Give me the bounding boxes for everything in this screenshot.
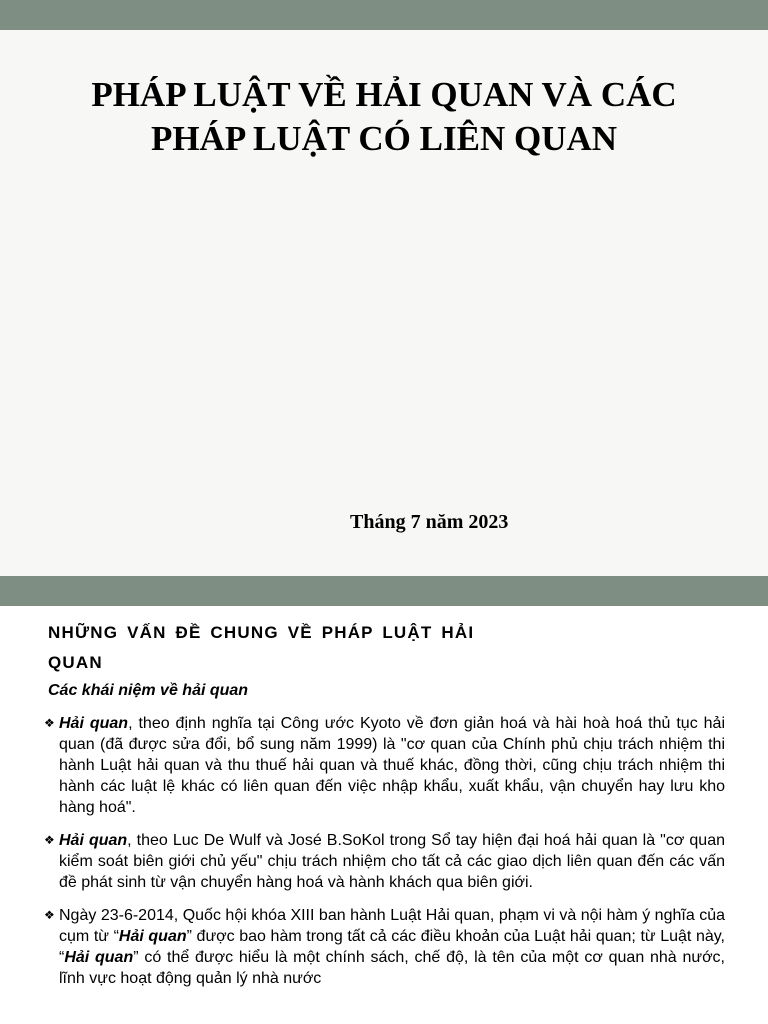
definition-text-c: ” có thể được hiểu là một chính sách, chế độ, là tên của một cơ quan nhà nước, lĩnh vực hoạt động quản lý nhà nước: [59, 949, 725, 987]
diamond-bullet-icon: ❖: [44, 833, 55, 847]
section-heading-line-1: NHỮNG VẤN ĐỀ CHUNG VỀ PHÁP LUẬT HẢI: [48, 623, 475, 642]
slide-divider-band: [0, 576, 768, 606]
title-slide: [0, 30, 768, 576]
definition-term: Hải quan: [59, 715, 129, 732]
top-divider-band: [0, 0, 768, 30]
definition-text-b: ” được bao hàm trong tất cả các điều khoản của Luật hải quan; từ Luật này, “: [59, 928, 725, 966]
definition-term-a: Hải quan: [118, 928, 187, 945]
definition-item-2: [44, 830, 725, 893]
slide-date: Tháng 7 năm 2023: [350, 511, 509, 533]
slide-title-line-1: PHÁP LUẬT VỀ HẢI QUAN VÀ CÁC: [91, 75, 677, 114]
definition-text-a: Ngày 23-6-2014, Quốc hội khóa XIII ban hành Luật Hải quan, phạm vi và nội hàm ý nghĩa của cụm từ “: [59, 907, 725, 945]
definition-text: , theo định nghĩa tại Công ước Kyoto về đơn giản hoá và hài hoà hoá thủ tục hải quan (đã được sửa đổi, bổ sung năm 1999) là "cơ quan của Chính phủ chịu trách nhiệm thi hành Luật hải quan và thu thuế hải quan và thuế khác, đồng thời, cũng chịu trách nhiệm thi hành các luật lệ khác có liên quan đến việc nhập khẩu, xuất khẩu, vận chuyển hay lưu kho hàng hoá".: [59, 715, 726, 816]
slide-title-line-2: PHÁP LUẬT CÓ LIÊN QUAN: [150, 119, 618, 158]
definition-item-1: [44, 713, 725, 818]
definition-list: [44, 713, 725, 1001]
content-slide: [0, 606, 768, 1024]
slide-title: [30, 73, 738, 161]
definition-term-b: Hải quan: [64, 949, 134, 966]
section-heading-line-2: QUAN: [48, 653, 103, 672]
section-heading: [48, 618, 568, 678]
section-subheading: Các khái niệm về hải quan: [48, 682, 249, 699]
definition-item-3: [44, 905, 725, 989]
definition-term: Hải quan: [59, 832, 128, 849]
diamond-bullet-icon: ❖: [44, 716, 55, 730]
definition-text: , theo Luc De Wulf và José B.SoKol trong Sổ tay hiện đại hoá hải quan là "cơ quan kiểm soát biên giới chủ yếu" chịu trách nhiệm cho tất cả các giao dịch liên quan đến các vấn đề phát sinh từ vận chuyển hàng hoá và hành khách qua biên giới.: [59, 832, 725, 891]
diamond-bullet-icon: ❖: [44, 908, 55, 922]
